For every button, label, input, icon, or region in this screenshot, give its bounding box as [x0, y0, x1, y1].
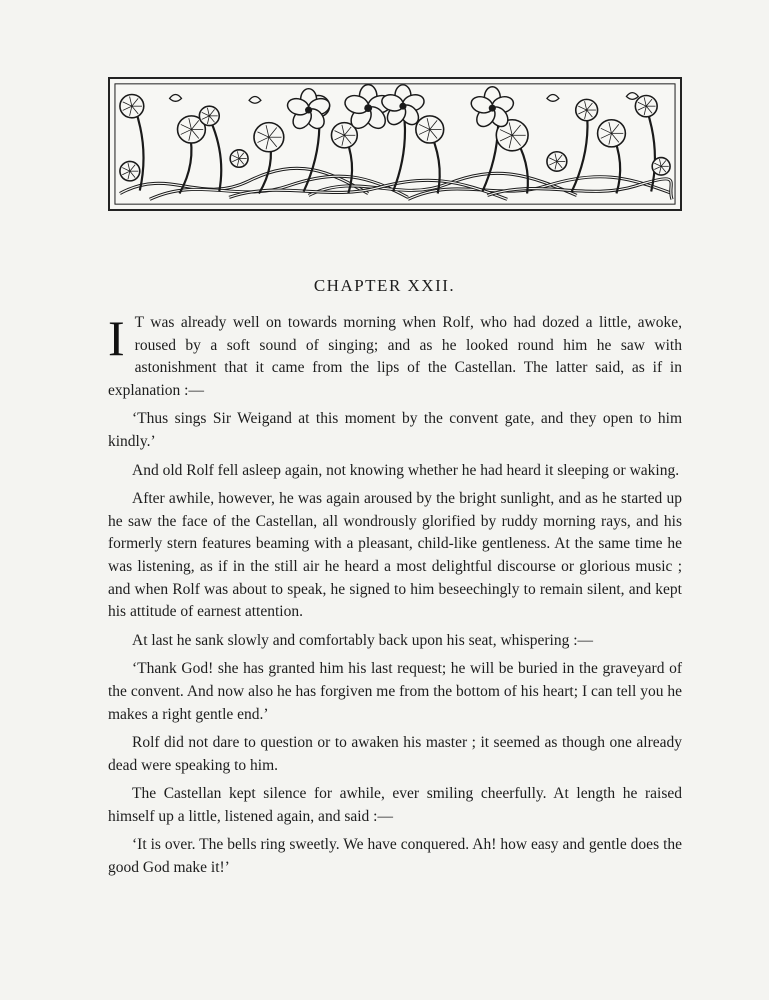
- flower-bud: [547, 95, 559, 102]
- flower-bud: [249, 96, 261, 103]
- vine-stalk: [646, 108, 655, 191]
- flower-bud: [170, 95, 182, 102]
- paragraph-2: ‘Thus sings Sir Weigand at this moment by the convent gate, and they open to him kindly.’: [108, 410, 682, 450]
- paragraph-8: The Castellan kept silence for awhile, ever smiling cheerfully. At length he raised himself up a little, listened again, and said :—: [108, 785, 682, 825]
- paragraph-text: T was already well on towards morning when Rolf, who had dozed a little, awoke, roused by a soft sound of singing; and as he looked round him he saw with astonishment that it came from the lips of the Castellan. The latter said, as if in explanation :—: [108, 314, 682, 399]
- flower-center: [364, 104, 372, 112]
- paragraph-9: ‘It is over. The bells ring sweetly. We have conquered. Ah! how easy and gentle does the good God make it!’: [108, 836, 682, 877]
- vine-stem-highlight: [120, 168, 368, 193]
- chapter-title: CHAPTER XXII.: [313, 276, 456, 295]
- flower-center: [489, 105, 496, 112]
- flower-bud: [626, 93, 638, 100]
- vine-stalk: [209, 118, 221, 192]
- paragraph-3: And old Rolf fell asleep again, not knowing whether he had heard it sleeping or waking.: [132, 461, 680, 479]
- flower-center: [305, 107, 312, 114]
- decorative-headpiece-nasturtium-border: [108, 77, 682, 211]
- vine-stem: [120, 168, 368, 193]
- drop-cap: I: [108, 310, 125, 366]
- chapter-body: [108, 312, 682, 886]
- paragraph-4: After awhile, however, he was again aroused by the bright sunlight, and as he started up he saw the face of the Castellan, all wondrously glorified by ruddy morning rays, and his formerly stern features beaming with a pleasant, child-like gentleness. At the same time he was listening, as if in the still air he heard a most delightful discourse or glorious music ; and when Rolf was about to speak, he signed to him beseechingly to remain silent, and kept his attitude of earnest attention.: [108, 490, 682, 621]
- paragraph-5: At last he sank slowly and comfortably back upon his seat, whispering :—: [132, 631, 594, 649]
- paragraph-1: [108, 312, 682, 402]
- paragraph-6: ‘Thank God! she has granted him his last request; he will be buried in the graveyard of the convent. And now also he has forgiven me from the bottom of his heart; I can tell you he makes a right gentle end.’: [108, 660, 682, 723]
- paragraph-7: Rolf did not dare to question or to awaken his master ; it seemed as though one already dead were speaking to him.: [108, 734, 682, 774]
- floral-vine-illustration: [110, 79, 680, 209]
- flower-center: [399, 103, 406, 110]
